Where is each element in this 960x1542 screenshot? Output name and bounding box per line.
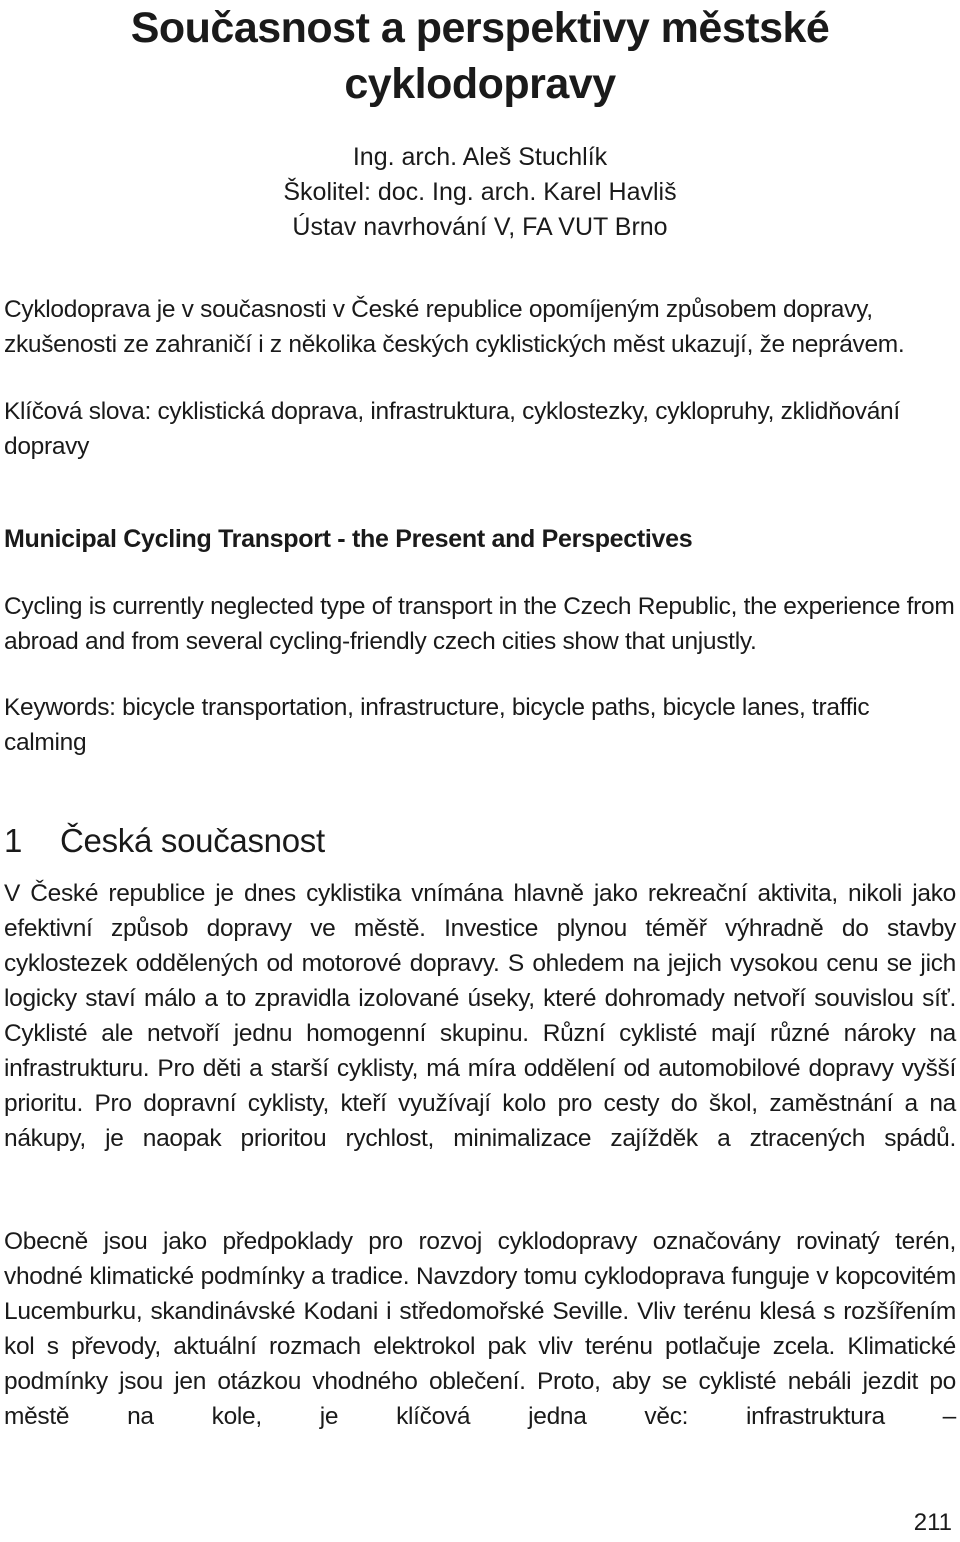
- keywords-en: Keywords: bicycle transportation, infrastructure, bicycle paths, bicycle lanes, traffic calming: [4, 694, 870, 756]
- author-name: Ing. arch. Aleš Stuchlík: [352, 143, 608, 171]
- page-number: 211: [913, 1509, 952, 1536]
- keywords-cz: Klíčová slova: cyklistická doprava, infrastruktura, cyklostezky, cyklopruhy, zklidňování dopravy: [4, 398, 900, 460]
- abstract-cz: Cyklodoprava je v současnosti v České republice opomíjeným způsobem dopravy, zkušenosti ze zahraničí i z několika českých cyklistických měst ukazují, že neprávem.: [4, 296, 905, 358]
- paper-title: Současnost a perspektivy městské cyklodopravy: [130, 4, 830, 108]
- author-block: [60, 140, 900, 245]
- supervisor: Školitel: doc. Ing. arch. Karel Havliš: [283, 178, 677, 206]
- section-number: 1: [4, 822, 23, 859]
- abstract-en: Cycling is currently neglected type of transport in the Czech Republic, the experience from abroad and from several cycling-friendly czech cities show that unjustly.: [4, 593, 955, 655]
- section1-paragraph-1: V České republice je dnes cyklistika vnímána hlavně jako rekreační aktivita, nikoli jako efektivní způsob dopravy ve městě. Investice plynou téměř výhradně do stavby cyklostezek oddělených od motorové dopravy. S ohledem na jejich vysokou cenu se jich logicky staví málo a to zpravidla izolované úseky, které dohromady netvoří souvislou síť. Cyklisté ale netvoří jednu homogenní skupinu. Různí cyklisté mají různé nároky na infrastrukturu. Pro děti a starší cyklisty, má míra oddělení od automobilové dopravy vyšší prioritu. Pro dopravní cyklisty, kteří využívají kolo pro cesty do škol, zaměstnání a na nákupy, je naopak prioritou rychlost, minimalizace zajížděk a ztracených spádů.: [4, 880, 956, 1152]
- english-title: Municipal Cycling Transport - the Present and Perspectives: [4, 525, 693, 553]
- section-heading: [4, 818, 956, 864]
- section-title: Česká současnost: [60, 822, 325, 859]
- institution: Ústav navrhování V, FA VUT Brno: [292, 213, 668, 241]
- section1-paragraph-2: Obecně jsou jako předpoklady pro rozvoj cyklodopravy označovány rovinatý terén, vhodné klimatické podmínky a tradice. Navzdory tomu cyklodoprava funguje v kopcovitém Lucemburku, skandinávské Kodani i středomořské Seville. Vliv terénu klesá s rozšířením kol s převody, aktuální rozmach elektrokol pak vliv terénu potlačuje zcela. Klimatické podmínky jsou jen otázkou vhodného oblečení. Proto, aby se cyklisté nebáli jezdit po městě na kole, je klíčová jedna věc: infrastruktura –: [4, 1228, 956, 1430]
